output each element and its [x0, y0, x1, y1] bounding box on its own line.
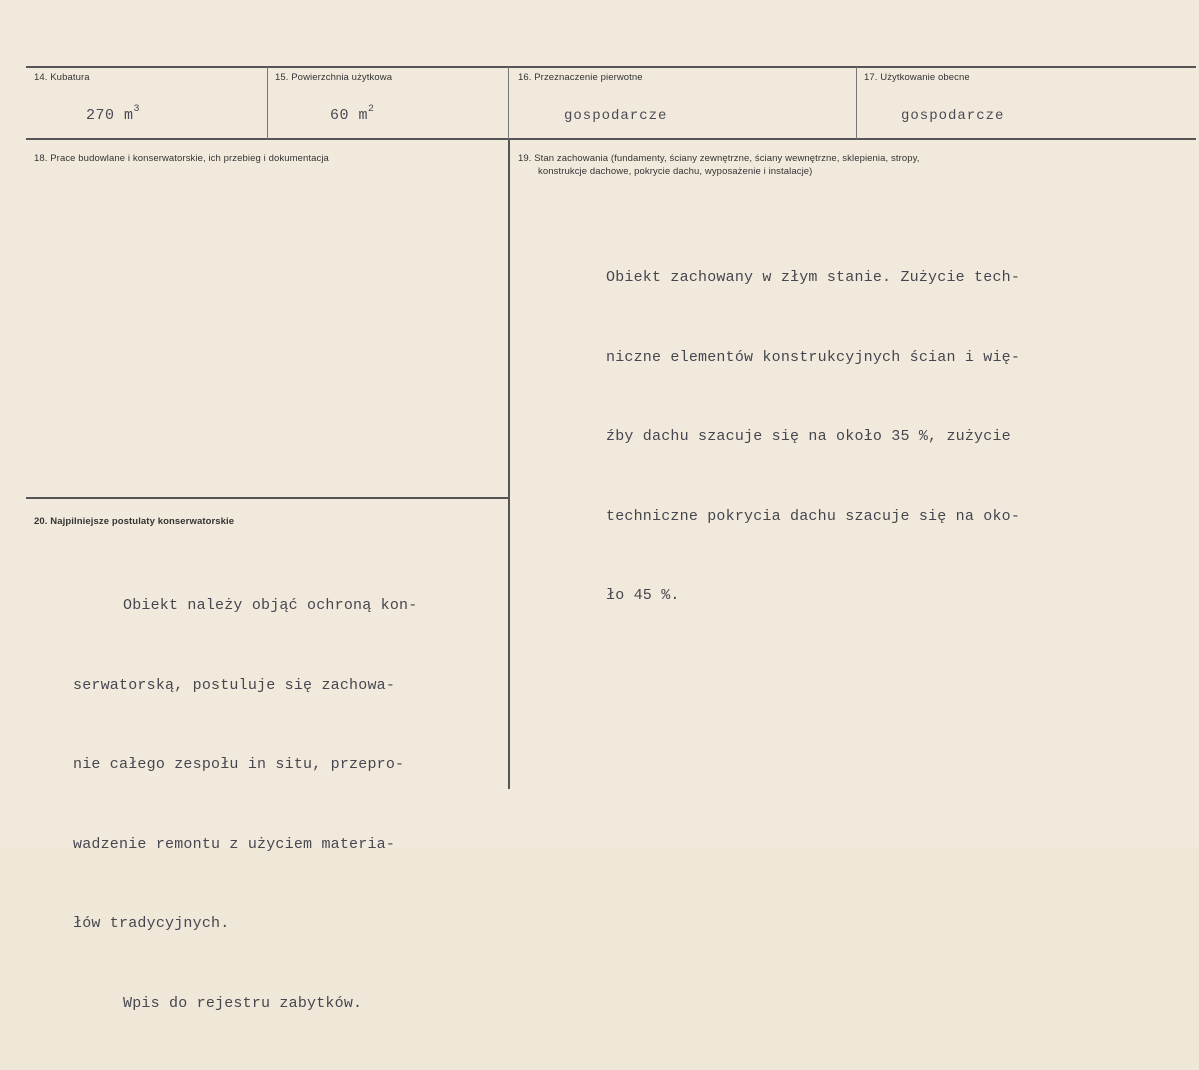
field-20-text-line: Wpis do rejestru zabytków.	[123, 994, 363, 1012]
field-19-text-line: techniczne pokrycia dachu szacuje się na oko-	[606, 507, 1021, 525]
main-column-divider	[508, 139, 510, 789]
field-20-text-line: serwatorską, postuluje się zachowa-	[73, 676, 396, 694]
field-17-value: gospodarcze	[901, 108, 1005, 124]
field-19-text-line: ło 45 %.	[606, 587, 680, 604]
row-separator-rule	[26, 138, 1196, 140]
field-20-label: 20. Najpilniejsze postulaty konserwatorskie	[34, 516, 235, 527]
field-18-label: 18. Prace budowlane i konserwatorskie, ich przebieg i dokumentacja	[34, 153, 329, 164]
field-19-text	[606, 212, 1020, 663]
field-19-text-line: niczne elementów konstrukcyjnych ścian i wię-	[606, 348, 1021, 366]
divider-14-15	[267, 67, 268, 139]
field-19-label-line1: 19. Stan zachowania (fundamenty, ściany zewnętrzne, ściany wewnętrzne, sklepienia, stropy,	[518, 153, 920, 164]
field-16-label: 16. Przeznaczenie pierwotne	[518, 72, 643, 83]
field-20-text	[73, 540, 417, 1070]
field-14-value: 270 $m^3$	[86, 104, 141, 124]
divider-15-16	[508, 67, 509, 139]
field-15-label: 15. Powierzchnia użytkowa	[275, 72, 393, 83]
field-20-text-line: nie całego zespołu in situ, przepro-	[73, 756, 405, 773]
field-19-label-line2: konstrukcje dachowe, pokrycie dachu, wyposażenie i instalacje)	[538, 166, 813, 177]
divider-16-17	[856, 67, 857, 139]
field-14-label: 14. Kubatura	[34, 72, 90, 83]
field-20-text-line: Obiekt należy objąć ochroną kon-	[123, 597, 418, 614]
section-20-rule	[26, 497, 508, 499]
field-20-text-line: wadzenie remontu z użyciem materia-	[73, 835, 396, 853]
field-19-text-line: Obiekt zachowany w złym stanie. Zużycie tech-	[606, 269, 1021, 286]
field-16-value: gospodarcze	[564, 108, 668, 124]
top-rule	[26, 66, 1196, 68]
field-17-label: 17. Użytkowanie obecne	[864, 72, 970, 83]
field-20-text-line: łów tradycyjnych.	[73, 915, 230, 932]
field-19-text-line: źby dachu szacuje się na około 35 %, zużycie	[606, 428, 1011, 445]
field-15-value: 60 $m^2$	[330, 104, 375, 124]
